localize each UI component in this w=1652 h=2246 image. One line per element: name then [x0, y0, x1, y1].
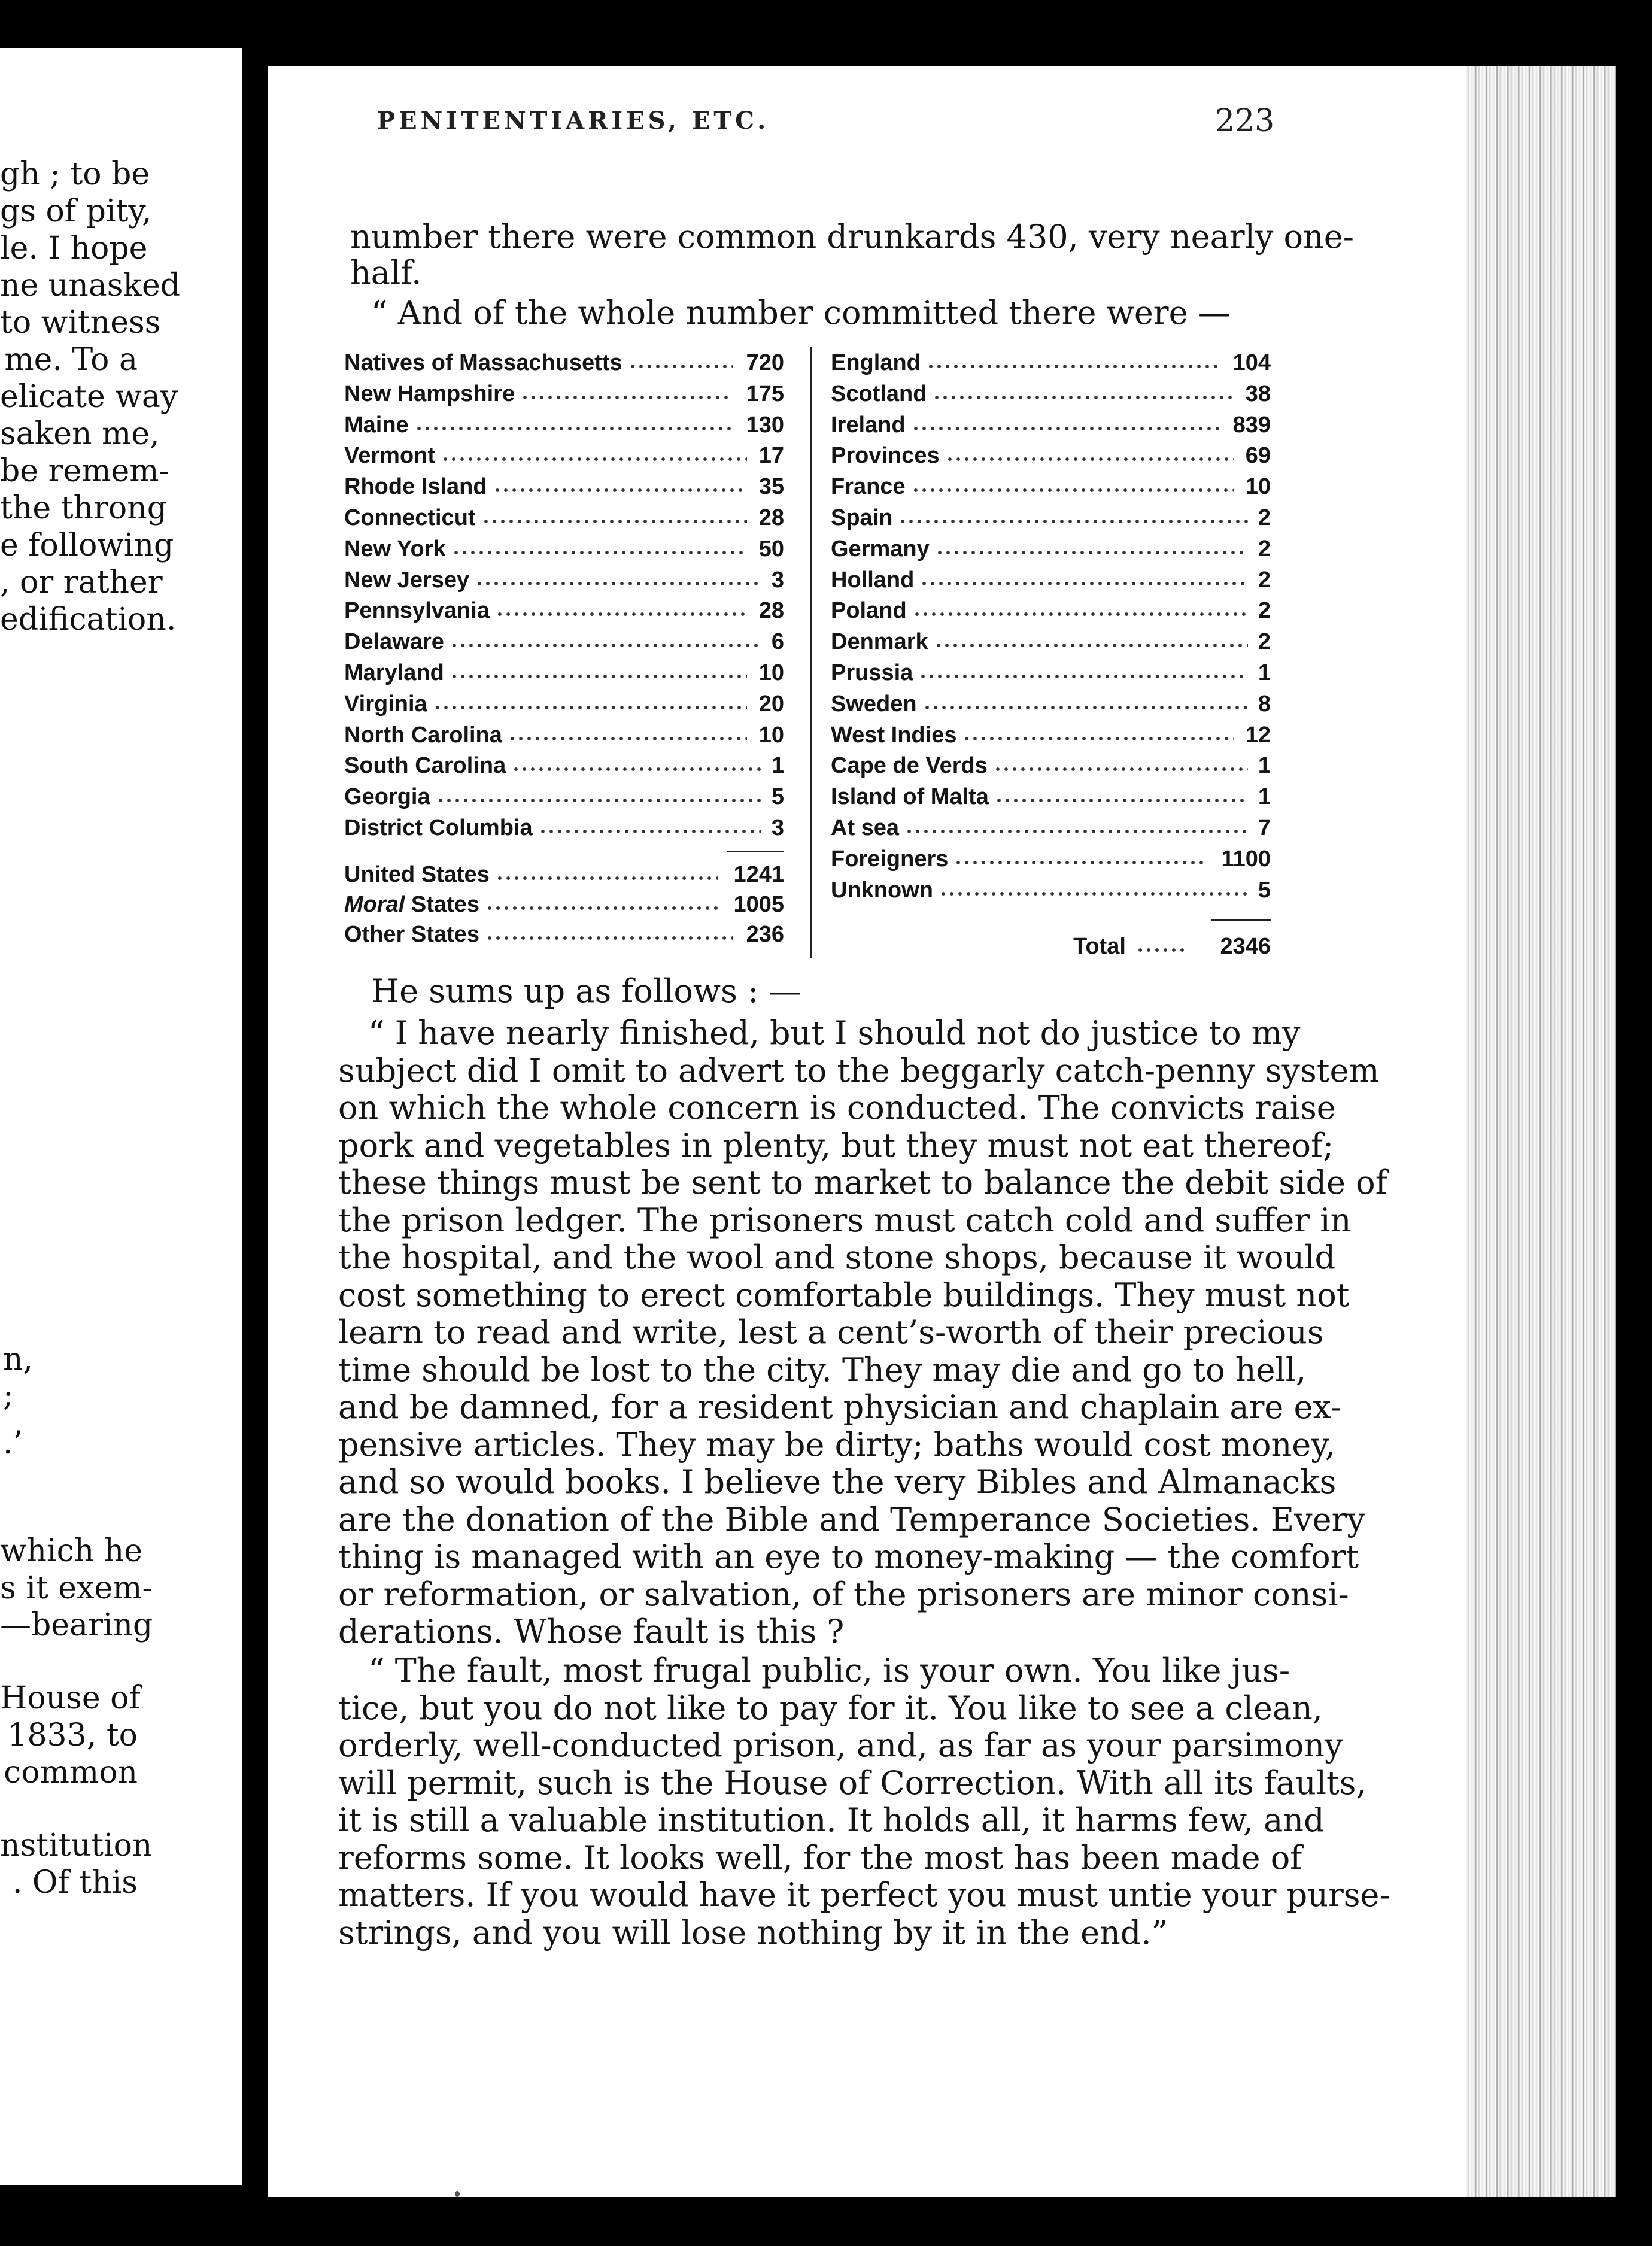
table-row-label: Unknown	[831, 877, 933, 903]
table-row	[344, 412, 784, 444]
table-row-value: 130	[746, 412, 784, 438]
left-page-fragment: which he	[0, 1533, 143, 1569]
table-row-value: 1	[1258, 753, 1271, 779]
table-row	[831, 691, 1271, 723]
table-sum-rule	[1211, 919, 1271, 921]
table-row-label: Delaware	[344, 629, 444, 655]
table-row-value: 10	[758, 660, 784, 685]
left-page-fragment: edification.	[0, 602, 177, 638]
left-page-fragment: the throng	[0, 490, 168, 526]
paragraph-line: thing is managed with an eye to money-making — the comfort	[338, 1538, 1359, 1576]
running-head: PENITENTIARIES, ETC.	[377, 107, 770, 135]
left-page-fragment: to witness	[0, 305, 161, 341]
table-row-leader	[450, 675, 747, 678]
left-page-fragment: House of	[0, 1680, 141, 1716]
page-block-edges	[1466, 66, 1622, 2197]
paragraph-line: derations. Whose fault is this ?	[338, 1613, 845, 1650]
paragraph-line: “ The fault, most frugal public, is your own. You like jus-	[368, 1652, 1290, 1689]
table-row	[831, 784, 1271, 815]
table-row	[831, 815, 1271, 846]
table-row-leader	[415, 427, 733, 430]
table-row-label: Connecticut	[344, 505, 476, 530]
table-row-value: 10	[1245, 474, 1271, 500]
left-page-fragment: gh ; to be	[0, 156, 150, 192]
table-row-label: New York	[344, 536, 446, 562]
table-row	[344, 598, 784, 629]
left-page-fragment: e following	[0, 527, 174, 563]
summary-lead: He sums up as follows : —	[371, 972, 801, 1010]
table-row-label: Vermont	[344, 443, 436, 469]
left-page-fragment: —bearing	[0, 1607, 153, 1643]
table-row-label: Island of Malta	[831, 784, 989, 810]
table-row	[344, 350, 784, 381]
table-row-value: 7	[1258, 815, 1271, 840]
table-row-value: 8	[1258, 691, 1271, 717]
table-total-label-text: States	[405, 892, 479, 917]
table-row-label: South Carolina	[344, 753, 506, 779]
table-row	[344, 691, 784, 723]
table-row	[831, 629, 1271, 660]
intro-line-1: number there were common drunkards 430, very nearly one-	[350, 218, 1355, 256]
left-page-fragment: ;	[3, 1377, 14, 1413]
table-total-label-italic: Moral	[344, 892, 405, 917]
left-page-fragment: saken me,	[0, 416, 160, 452]
table-row	[344, 629, 784, 660]
table-row-label: Pennsylvania	[344, 598, 490, 624]
table-row-leader	[485, 906, 718, 910]
paragraph-line: matters. If you would have it perfect you must untie your purse-	[338, 1876, 1390, 1914]
table-row-label: Sweden	[831, 691, 917, 717]
paragraph-line: orderly, well-conducted prison, and, as far as your parsimony	[338, 1726, 1343, 1764]
table-row	[831, 753, 1271, 784]
table-row-value: 10	[758, 722, 784, 748]
table-row	[831, 567, 1271, 599]
table-row-value: 5	[771, 784, 784, 810]
paragraph-line: or reformation, or salvation, of the prisoners are minor consi-	[338, 1575, 1349, 1613]
paragraph-line: time should be lost to the city. They may die and go to hell,	[338, 1350, 1307, 1389]
table-row-value: 720	[746, 350, 784, 375]
table-row-label: New Jersey	[344, 567, 470, 593]
left-page-fragment: nstitution	[0, 1828, 153, 1863]
table-row	[831, 381, 1271, 412]
left-page-fragment: . Of this	[12, 1865, 138, 1901]
left-page-fragment: .’	[3, 1425, 23, 1461]
left-page-fragment: , or rather	[0, 564, 163, 600]
table-row	[831, 598, 1271, 629]
left-page-fragment: n,	[3, 1341, 34, 1377]
table-row	[831, 412, 1271, 444]
paragraph-line: are the donation of the Bible and Temperance Societies. Every	[338, 1500, 1365, 1538]
table-total-label-text: Other States	[344, 922, 479, 947]
table-row-value: 38	[1245, 381, 1271, 406]
table-grand-total-row	[831, 934, 1271, 965]
table-row-label: New Hampshire	[344, 381, 515, 406]
left-page-fragment: 1833, to	[7, 1717, 138, 1753]
table-row-label: Ireland	[831, 412, 906, 438]
table-total-row	[344, 892, 784, 923]
table-row-value: 1	[1258, 784, 1271, 810]
table-row-value: 3	[771, 815, 784, 840]
paragraph-line: and so would books. I believe the very Bibles and Almanacks	[338, 1463, 1337, 1501]
table-total-row	[344, 862, 784, 893]
table-row-label: Scotland	[831, 381, 927, 406]
table-grand-total-value: 2346	[1220, 934, 1271, 959]
table-row-leader	[485, 936, 733, 940]
table-row-value: 1	[1258, 660, 1271, 685]
table-row-label: Cape de Verds	[831, 753, 988, 779]
table-row	[831, 660, 1271, 691]
table-row-label: England	[831, 350, 921, 375]
paragraph-line: pork and vegetables in plenty, but they must not eat thereof;	[338, 1126, 1334, 1164]
table-sum-rule	[727, 851, 784, 852]
paragraph-line: on which the whole concern is conducted. The convicts raise	[338, 1089, 1336, 1127]
table-row	[344, 474, 784, 505]
table-row	[831, 846, 1271, 878]
paragraph-line: and be damned, for a resident physician and chaplain are ex-	[338, 1388, 1342, 1426]
left-page-fragment: ne unasked	[0, 268, 181, 303]
paragraph-line: cost something to erect comfortable buildings. They must not	[338, 1276, 1350, 1314]
table-row	[344, 815, 784, 846]
table-row-label: France	[831, 474, 906, 500]
table-row-value: 17	[758, 443, 784, 469]
scan-speck	[455, 2191, 460, 2197]
intro-line-2: half.	[350, 254, 422, 292]
table-total-value: 1241	[733, 862, 784, 887]
left-page-fragment: elicate way	[0, 379, 178, 415]
paragraph-line: it is still a valuable institution. It holds all, it harms few, and	[338, 1801, 1325, 1839]
paragraph-line: the prison ledger. The prisoners must catch cold and suffer in	[338, 1201, 1352, 1239]
left-page-fragment: s it exem-	[0, 1570, 153, 1606]
table-row-label: Poland	[831, 598, 907, 624]
table-row-leader	[496, 876, 718, 880]
table-row-value: 35	[758, 474, 784, 500]
table-row-leader	[912, 427, 1219, 430]
table-row-value: 104	[1232, 350, 1271, 375]
table-row	[344, 536, 784, 567]
table-total-row	[344, 922, 784, 953]
paragraph-line: “ I have nearly finished, but I should not do justice to my	[368, 1014, 1301, 1052]
table-row-label: Holland	[831, 567, 915, 593]
table-row-value: 175	[746, 381, 784, 406]
table-row	[831, 443, 1271, 474]
table-row-leader	[433, 706, 747, 709]
table-row-label: Spain	[831, 505, 893, 530]
table-column-divider	[810, 347, 812, 958]
table-row-value: 2	[1258, 505, 1271, 530]
table-row-label: North Carolina	[344, 722, 502, 748]
table-row-label: Natives of Massachusetts	[344, 350, 622, 375]
page-number: 223	[1215, 103, 1275, 139]
table-row-label: Georgia	[344, 784, 430, 810]
table-row-value: 28	[758, 598, 784, 624]
book-gutter	[242, 24, 268, 2233]
table-row-value: 2	[1258, 567, 1271, 593]
paragraph-line: will permit, such is the House of Correction. With all its faults,	[338, 1764, 1366, 1802]
table-row-value: 5	[1258, 877, 1271, 903]
table-row	[831, 350, 1271, 381]
table-row-leader	[954, 861, 1205, 864]
table-row	[831, 505, 1271, 536]
paragraph-line: strings, and you will lose nothing by it in the end.”	[338, 1913, 1168, 1951]
table-row	[344, 567, 784, 599]
paragraph-line: the hospital, and the wool and stone shops, because it would	[338, 1239, 1336, 1276]
table-row-value: 839	[1232, 412, 1271, 438]
table-row-label: At sea	[831, 815, 900, 840]
table-row-label: District Columbia	[344, 815, 533, 840]
table-row-label: Foreigners	[831, 846, 949, 872]
table-row	[344, 784, 784, 815]
table-row-label: West Indies	[831, 722, 957, 748]
table-row-leader	[946, 457, 1234, 461]
left-page-fragment: common	[4, 1755, 138, 1790]
table-row-value: 6	[771, 629, 784, 655]
table-row	[831, 536, 1271, 567]
table-row	[344, 443, 784, 474]
table-row	[344, 723, 784, 754]
table-row-value: 2	[1258, 536, 1271, 562]
table-row-label: Provinces	[831, 443, 940, 469]
table-row-label: Maryland	[344, 660, 444, 685]
table-row-value: 20	[758, 691, 784, 717]
edge-shadow	[1616, 66, 1652, 2197]
table-row-value: 1100	[1221, 846, 1271, 872]
paragraph-line: tice, but you do not like to pay for it. You like to see a clean,	[338, 1689, 1323, 1727]
table-grand-total-label: Total	[1073, 934, 1126, 959]
table-row-leader	[521, 396, 733, 399]
table-total-value: 1005	[733, 892, 784, 917]
left-page-fragment: gs of pity,	[0, 193, 152, 229]
left-facing-page	[0, 48, 242, 2185]
table-row-leader	[933, 396, 1234, 399]
table-row-value: 2	[1258, 598, 1271, 624]
table-row-leader	[927, 365, 1219, 368]
table-row-value: 28	[758, 505, 784, 530]
table-row	[831, 723, 1271, 754]
table-row-value: 1	[771, 753, 784, 779]
paragraph-line: subject did I omit to advert to the beggarly catch-penny system	[338, 1051, 1380, 1089]
table-row-label: Maine	[344, 412, 409, 438]
table-row-label: Germany	[831, 536, 930, 562]
table-row-value: 69	[1245, 443, 1271, 469]
table-row-label: Prussia	[831, 660, 913, 685]
paragraph-line: learn to read and write, lest a cent’s-worth of their precious	[338, 1313, 1324, 1351]
table-row-leader	[441, 457, 747, 461]
table-row	[831, 474, 1271, 505]
table-row-value: 50	[758, 536, 784, 562]
table-row-value: 3	[771, 567, 784, 593]
table-total-label	[344, 922, 479, 948]
table-row-leader	[1136, 948, 1187, 952]
table-row-leader	[912, 488, 1234, 492]
table-row-label: Virginia	[344, 691, 427, 717]
paragraph-line: these things must be sent to market to balance the debit side of	[338, 1164, 1387, 1201]
table-row	[831, 878, 1271, 909]
table-row-label: Rhode Island	[344, 474, 487, 500]
table-row-leader	[452, 551, 747, 554]
left-page-fragment: me. To a	[4, 342, 138, 378]
table-row	[344, 753, 784, 784]
table-row	[344, 505, 784, 536]
table-total-label	[344, 862, 490, 888]
table-row-value: 2	[1258, 629, 1271, 655]
left-page-fragment: le. I hope	[0, 230, 148, 266]
table-row	[344, 660, 784, 691]
table-row	[344, 381, 784, 412]
table-total-label	[344, 892, 479, 918]
table-lead-in: “ And of the whole number committed there were —	[371, 294, 1231, 332]
table-total-value: 236	[746, 922, 784, 947]
paragraph-line: pensive articles. They may be dirty; baths would cost money,	[338, 1425, 1335, 1464]
table-row-value: 12	[1245, 722, 1271, 748]
table-total-label-text: United States	[344, 862, 490, 887]
left-page-fragment: be remem-	[0, 453, 170, 489]
paragraph-line: reforms some. It looks well, for the most has been made of	[338, 1838, 1302, 1877]
table-row-label: Denmark	[831, 629, 928, 655]
